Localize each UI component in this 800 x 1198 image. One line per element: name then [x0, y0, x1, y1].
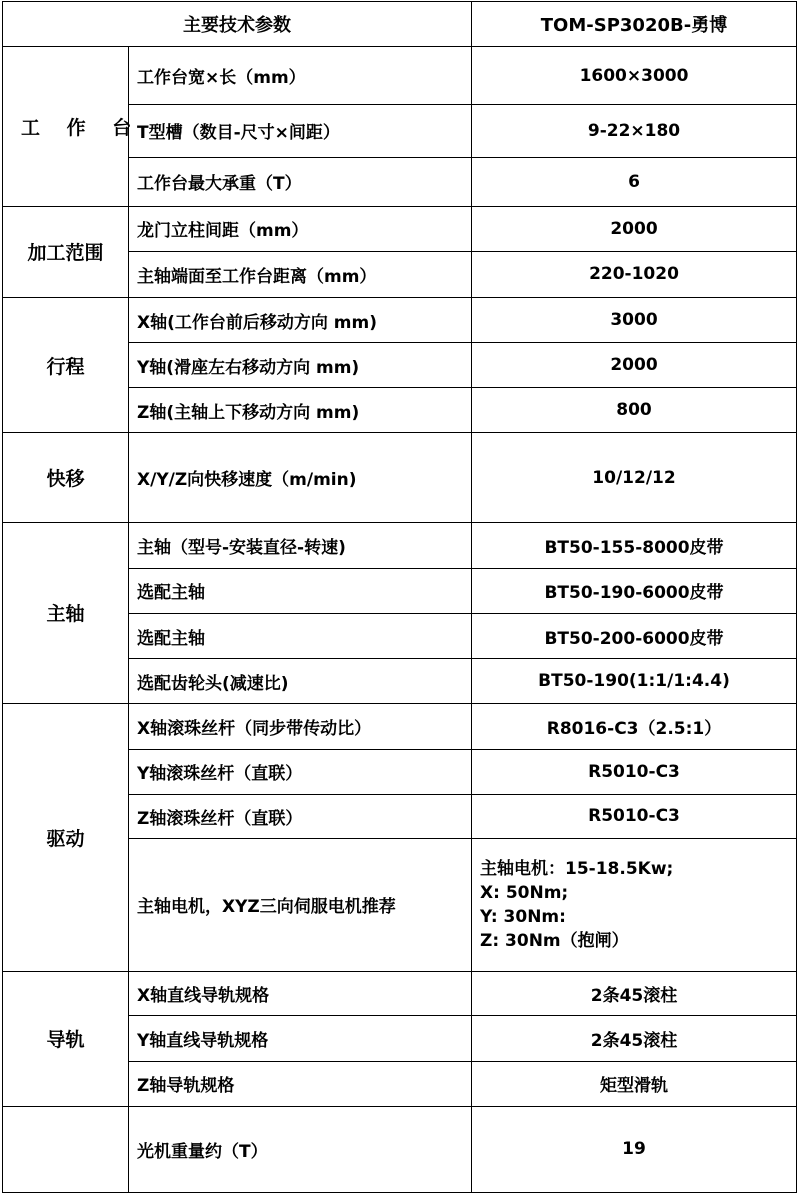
param-value: 矩型滑轨 [472, 1062, 797, 1106]
param-label: Z轴滚珠丝杆（直联） [129, 794, 472, 838]
category-rapid: 快移 [3, 433, 129, 522]
motor-spec-line: Z: 30Nm（抱闸） [480, 930, 629, 951]
param-value: R5010-C3 [472, 794, 797, 838]
table-row [3, 297, 797, 342]
param-label: T型槽（数目-尺寸×间距） [129, 105, 472, 157]
spec-table [2, 1, 797, 1193]
param-value: BT50-200-6000皮带 [472, 613, 797, 658]
param-label: 选配齿轮头(减速比) [129, 659, 472, 704]
motor-spec-list [472, 838, 797, 971]
param-label: X轴直线导轨规格 [129, 972, 472, 1016]
param-value: BT50-190(1:1/1:4.4) [472, 659, 797, 704]
param-label: 工作台最大承重（T） [129, 157, 472, 206]
motor-spec-line: 主轴电机：15-18.5Kw; [480, 858, 674, 879]
param-value: R8016-C3（2.5:1） [472, 704, 797, 750]
param-label: Y轴直线导轨规格 [129, 1016, 472, 1062]
param-label: 工作台宽×长（mm） [129, 47, 472, 105]
param-value: 2条45滚柱 [472, 1016, 797, 1062]
category-range: 加工范围 [3, 206, 129, 297]
table-row [3, 522, 797, 568]
category-worktable: 工 作 台 [3, 47, 129, 207]
param-label: X轴滚珠丝杆（同步带传动比） [129, 704, 472, 750]
category-blank [3, 1106, 129, 1193]
category-drive: 驱动 [3, 704, 129, 972]
param-value: 1600×3000 [472, 47, 797, 105]
header-model: TOM-SP3020B-勇博 [472, 2, 797, 47]
category-travel: 行程 [3, 297, 129, 432]
param-value: 2000 [472, 206, 797, 251]
param-value: 3000 [472, 297, 797, 342]
param-value: 10/12/12 [472, 433, 797, 522]
param-value: 220-1020 [472, 251, 797, 297]
table-row [3, 1106, 797, 1193]
param-label: 龙门立柱间距（mm） [129, 206, 472, 251]
table-row [3, 206, 797, 251]
param-label: Z轴(主轴上下移动方向 mm) [129, 388, 472, 433]
param-value: 6 [472, 157, 797, 206]
param-label: Y轴(滑座左右移动方向 mm) [129, 343, 472, 388]
param-label: 选配主轴 [129, 613, 472, 658]
param-value: 2000 [472, 343, 797, 388]
category-spindle: 主轴 [3, 522, 129, 704]
param-label: 选配主轴 [129, 568, 472, 613]
param-label: X/Y/Z向快移速度（m/min) [129, 433, 472, 522]
param-value: 19 [472, 1106, 797, 1193]
header-row [3, 2, 797, 47]
motor-spec-line: X: 50Nm; [480, 882, 569, 903]
table-row [3, 704, 797, 750]
param-label: X轴(工作台前后移动方向 mm) [129, 297, 472, 342]
header-label: 主要技术参数 [3, 2, 472, 47]
param-label: Z轴导轨规格 [129, 1062, 472, 1106]
param-value: 2条45滚柱 [472, 972, 797, 1016]
param-value: R5010-C3 [472, 750, 797, 794]
param-value: BT50-155-8000皮带 [472, 522, 797, 568]
param-label: 主轴（型号-安装直径-转速) [129, 522, 472, 568]
param-label: 主轴电机，XYZ三向伺服电机推荐 [129, 838, 472, 971]
param-label: 光机重量约（T） [129, 1106, 472, 1193]
param-label: Y轴滚珠丝杆（直联） [129, 750, 472, 794]
param-value: 9-22×180 [472, 105, 797, 157]
motor-spec-line: Y: 30Nm: [480, 906, 566, 927]
param-value: 800 [472, 388, 797, 433]
table-row [3, 433, 797, 522]
param-label: 主轴端面至工作台距离（mm） [129, 251, 472, 297]
table-row [3, 47, 797, 105]
table-row [3, 972, 797, 1016]
param-value: BT50-190-6000皮带 [472, 568, 797, 613]
category-guide: 导轨 [3, 972, 129, 1106]
